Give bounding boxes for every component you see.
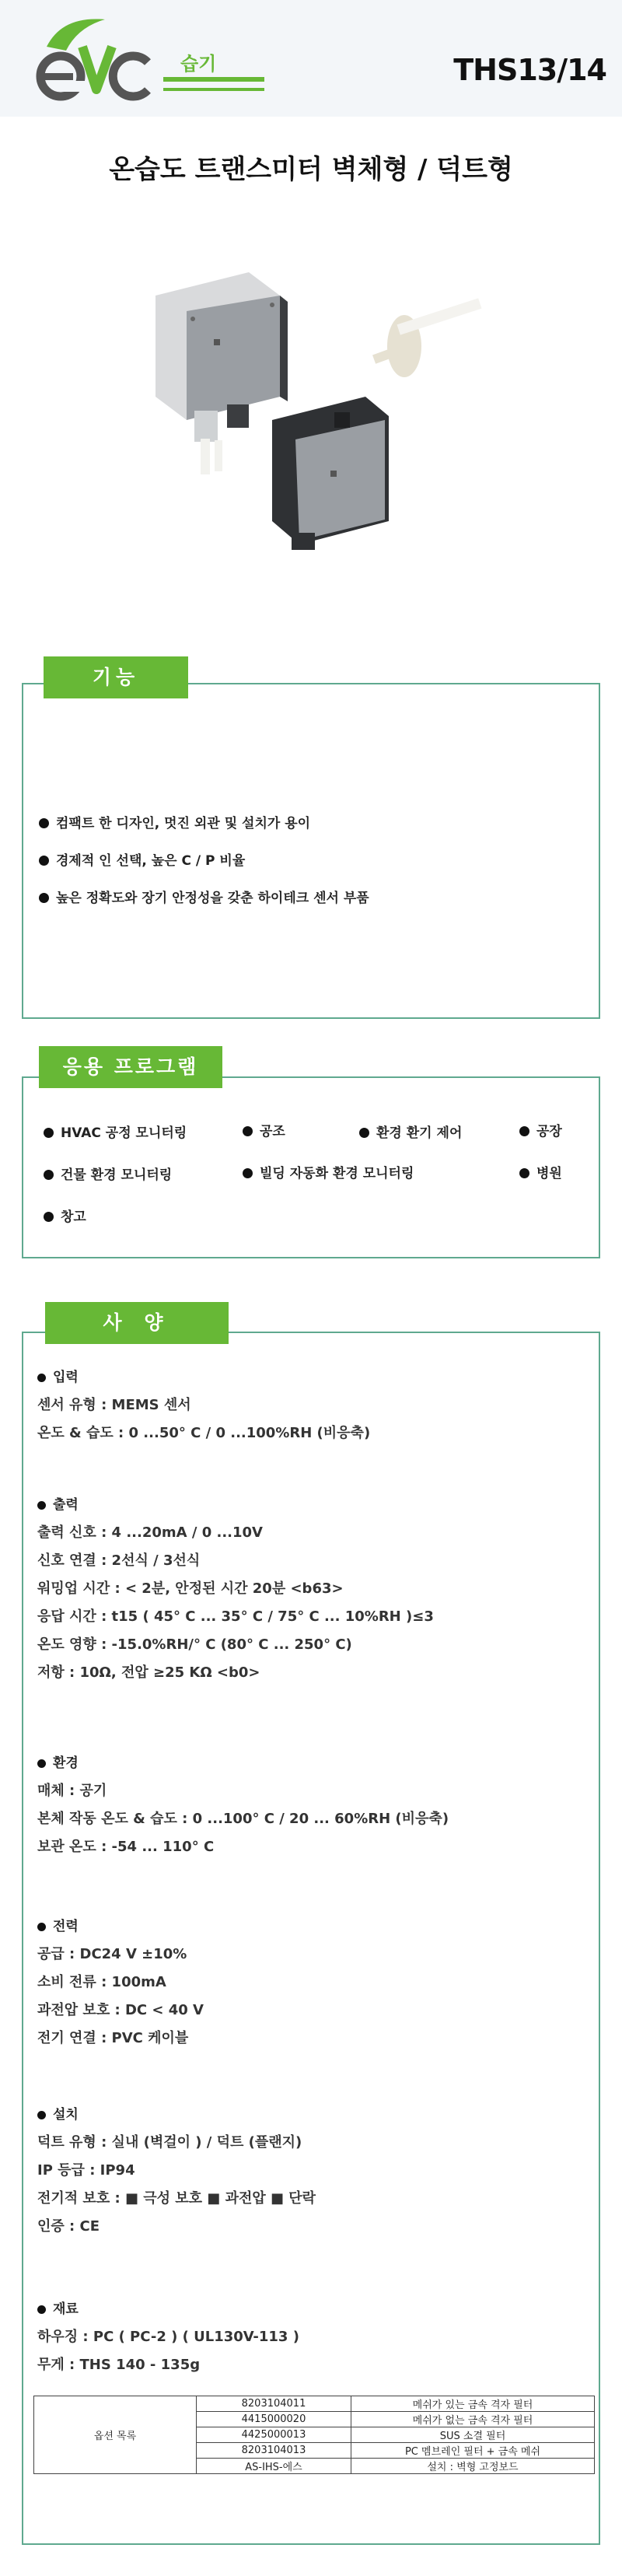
bullet-icon bbox=[39, 856, 49, 866]
option-code: 8203104013 bbox=[197, 2443, 351, 2459]
spec-heading: 입력 bbox=[37, 1366, 79, 1385]
specs-tab: 사 양 bbox=[45, 1302, 229, 1344]
applications-tab: 응용 프로그램 bbox=[39, 1046, 222, 1088]
bullet-icon bbox=[39, 818, 49, 828]
specs-section bbox=[22, 1332, 600, 2545]
bullet-icon bbox=[37, 2111, 46, 2119]
spec-line: 소비 전류 : 100mA bbox=[37, 1974, 166, 1990]
option-desc: 설치 : 벽형 고정보드 bbox=[351, 2459, 595, 2474]
spec-line: 하우징 : PC ( PC-2 ) ( UL130V-113 ) bbox=[37, 2329, 299, 2345]
spec-line: 매체 : 공기 bbox=[37, 1783, 107, 1799]
spec-line: 보관 온도 : -54 ... 110° C bbox=[37, 1839, 215, 1855]
feature-item: 경제적 인 선택, 높은 C / P 비율 bbox=[39, 849, 245, 869]
page-title: 온습도 트랜스미터 벽체형 / 덕트형 bbox=[109, 154, 513, 185]
bullet-icon bbox=[519, 1168, 529, 1178]
options-table bbox=[33, 2396, 595, 2474]
application-item: 공조 bbox=[243, 1120, 285, 1139]
feature-item: 컴팩트 한 디자인, 멋진 외관 및 설치가 용이 bbox=[39, 812, 310, 831]
application-item: 공장 bbox=[519, 1120, 562, 1139]
spec-line: 과전압 보호 : DC < 40 V bbox=[37, 2002, 204, 2018]
bullet-icon bbox=[37, 1923, 46, 1931]
spec-line: 저항 : 10Ω, 전압 ≥25 KΩ <b0> bbox=[37, 1664, 260, 1681]
table-row bbox=[34, 2396, 595, 2412]
spec-heading: 출력 bbox=[37, 1493, 79, 1513]
spec-line: 인증 : CE bbox=[37, 2218, 100, 2235]
spec-line: 출력 신호 : 4 ...20mA / 0 ...10V bbox=[37, 1524, 263, 1541]
option-desc: 메쉬가 있는 금속 격자 필터 bbox=[351, 2396, 595, 2412]
spec-line: 온도 & 습도 : 0 ...50° C / 0 ...100%RH (비응축) bbox=[37, 1425, 371, 1441]
spec-line: IP 등급 : IP94 bbox=[37, 2162, 135, 2179]
application-item: 환경 환기 제어 bbox=[359, 1122, 462, 1141]
spec-line: 전기 연결 : PVC 케이블 bbox=[37, 2030, 189, 2046]
bullet-icon bbox=[44, 1170, 54, 1180]
option-code: 8203104011 bbox=[197, 2396, 351, 2412]
bullet-icon bbox=[243, 1168, 253, 1178]
bullet-icon bbox=[519, 1126, 529, 1136]
spec-line: 센서 유형 : MEMS 센서 bbox=[37, 1397, 191, 1413]
option-desc: PC 멤브레인 필터 + 금속 메쉬 bbox=[351, 2443, 595, 2459]
application-item: HVAC 공정 모니터링 bbox=[44, 1122, 187, 1141]
application-item: 빌딩 자동화 환경 모니터링 bbox=[243, 1162, 414, 1181]
option-desc: 메쉬가 없는 금속 격자 필터 bbox=[351, 2412, 595, 2427]
bullet-icon bbox=[44, 1128, 54, 1138]
brand-label: 습기 bbox=[180, 53, 217, 75]
bullet-icon bbox=[37, 1759, 46, 1768]
option-desc: SUS 소결 필터 bbox=[351, 2427, 595, 2443]
eyc-logo bbox=[31, 16, 264, 109]
spec-line: 무게 : THS 140 - 135g bbox=[37, 2357, 201, 2373]
option-code: AS-IHS-에스 bbox=[197, 2459, 351, 2474]
bullet-icon bbox=[37, 1374, 46, 1382]
spec-line: 덕트 유형 : 실내 (벽걸이 ) / 덕트 (플랜지) bbox=[37, 2134, 302, 2151]
spec-line: 신호 연결 : 2선식 / 3선식 bbox=[37, 1552, 201, 1569]
spec-heading: 설치 bbox=[37, 2103, 79, 2123]
bullet-icon bbox=[44, 1212, 54, 1222]
spec-heading: 전력 bbox=[37, 1915, 79, 1934]
spec-line: 본체 작동 온도 & 습도 : 0 ...100° C / 20 ... 60%RH (비응축) bbox=[37, 1811, 449, 1827]
option-code: 4415000020 bbox=[197, 2412, 351, 2427]
spec-line: 온도 영향 : -15.0%RH/° C (80° C ... 250° C) bbox=[37, 1636, 352, 1653]
spec-line: 응답 시간 : t15 ( 45° C ... 35° C / 75° C ... 10%RH )≤3 bbox=[37, 1608, 434, 1625]
spec-heading: 환경 bbox=[37, 1752, 79, 1771]
bullet-icon bbox=[359, 1128, 369, 1138]
bullet-icon bbox=[39, 893, 49, 903]
options-label: 옵션 목록 bbox=[34, 2396, 197, 2474]
spec-line: 전기적 보호 : ■ 극성 보호 ■ 과전압 ■ 단락 bbox=[37, 2190, 316, 2207]
application-item: 병원 bbox=[519, 1162, 562, 1181]
product-code: THS13/14 bbox=[453, 53, 606, 87]
application-item: 창고 bbox=[44, 1206, 86, 1225]
option-code: 4425000013 bbox=[197, 2427, 351, 2443]
product-photo bbox=[140, 264, 482, 552]
application-item: 건물 환경 모니터링 bbox=[44, 1164, 172, 1183]
bullet-icon bbox=[37, 2305, 46, 2314]
feature-item: 높은 정확도와 장기 안정성을 갖춘 하이테크 센서 부품 bbox=[39, 887, 369, 906]
spec-line: 공급 : DC24 V ±10% bbox=[37, 1946, 187, 1962]
spec-line: 워밍업 시간 : < 2분, 안정된 시간 20분 <b63> bbox=[37, 1580, 344, 1597]
features-tab: 기능 bbox=[44, 656, 188, 698]
spec-heading: 재료 bbox=[37, 2298, 79, 2317]
bullet-icon bbox=[37, 1501, 46, 1510]
bullet-icon bbox=[243, 1126, 253, 1136]
